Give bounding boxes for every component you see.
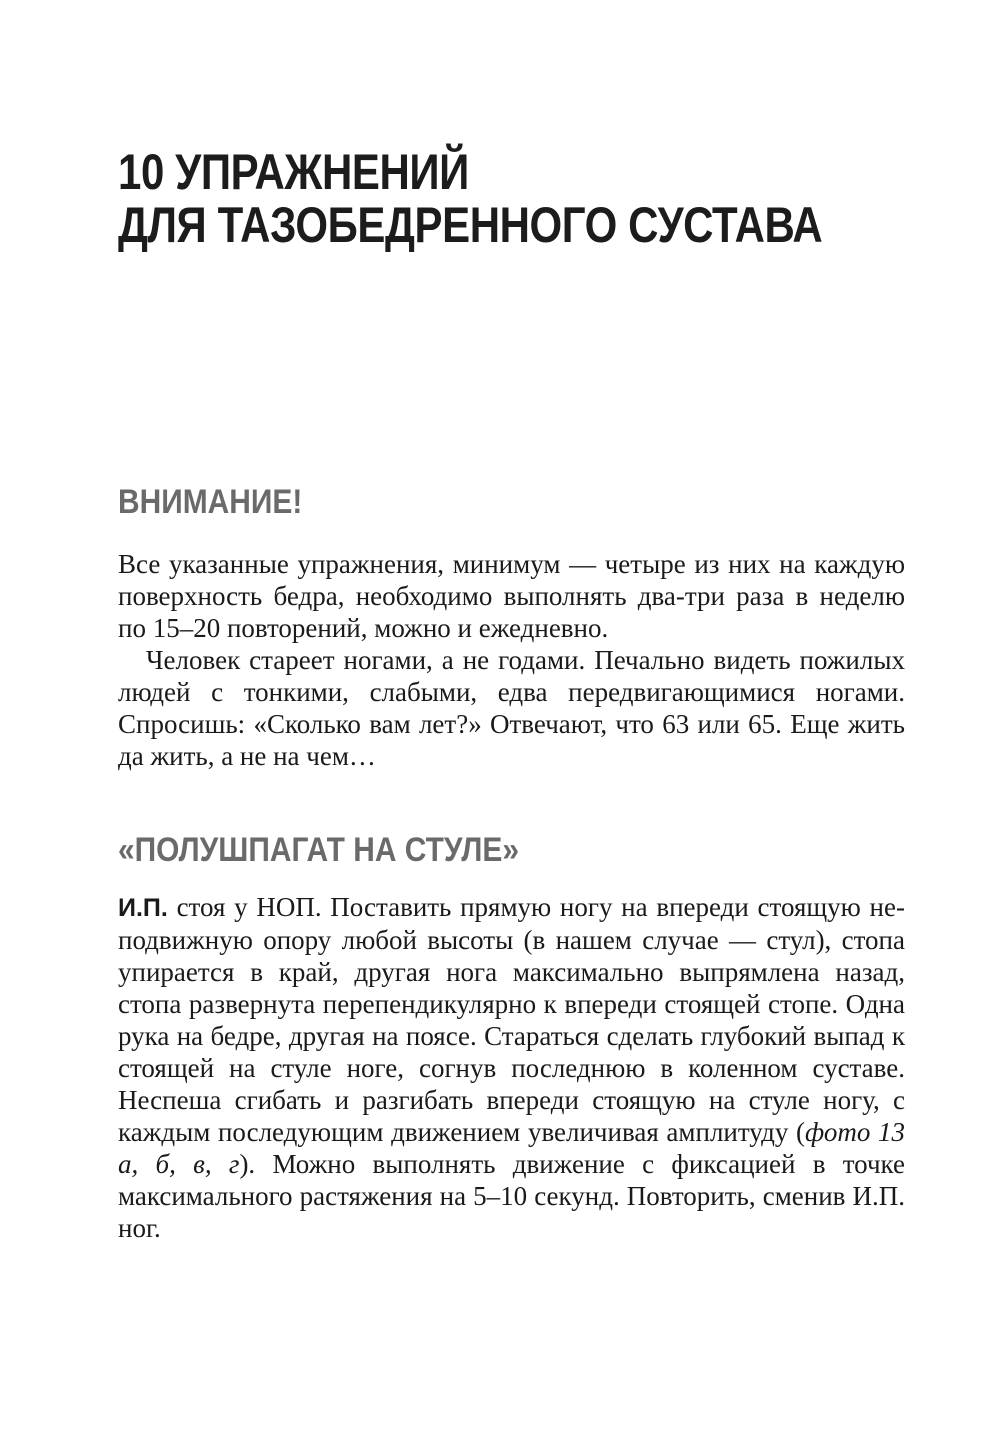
chapter-title-line1: 10 УПРАЖНЕНИЙ	[118, 144, 469, 200]
exercise-text-after-photo: ). Можно выполнять движение с фиксацией в точке максимального растяжения на 5–10 секунд. Повторить, сменив И.П. ног.	[118, 1149, 905, 1243]
chapter-title-line2: ДЛЯ ТАЗОБЕДРЕННОГО СУСТАВА	[118, 197, 823, 253]
exercise-paragraph	[118, 891, 905, 1244]
exercise-text-before-photo: стоя у НОП. Поставить прямую ногу на впереди стоящую неподвижную опору любой высоты (в нашем случае — стул), стопа упирается в край, другая нога максимально выпрямлена назад, стопа развернута перепендикулярно к впереди стоящей стопе. Одна рука на бедре, другая на поясе. Стараться сделать глубокий выпад к стоящей на стуле ноге, согнув последнюю в коленном суставе. Неспеша сгибать и разгибать впереди стоящую на стуле ногу, с каждым последующим движением увеличивая амплитуду (	[118, 892, 905, 1147]
attention-heading: ВНИМАНИЕ!	[118, 483, 303, 521]
chapter-title	[118, 146, 905, 252]
exercise-heading: «ПОЛУШПАГАТ НА СТУЛЕ»	[118, 831, 519, 869]
starting-position-label: И.П.	[118, 894, 168, 922]
attention-paragraph-1: Все указанные упражнения, минимум — четыре из них на каждую поверхность бедра, необходимо выполнять два-три раза в неделю по 15–20 повторений, можно и ежедневно.	[118, 549, 905, 643]
attention-paragraph-2: Человек стареет ногами, а не годами. Печально видеть пожилых людей с тонкими, слабыми, едва передвигающимися ногами. Спросишь: «Сколько вам лет?» Отвечают, что 63 или 65. Еще жить да жить, а не на чем…	[118, 645, 905, 771]
photo-reference: фото 13 а, б, в, г	[118, 1117, 905, 1179]
